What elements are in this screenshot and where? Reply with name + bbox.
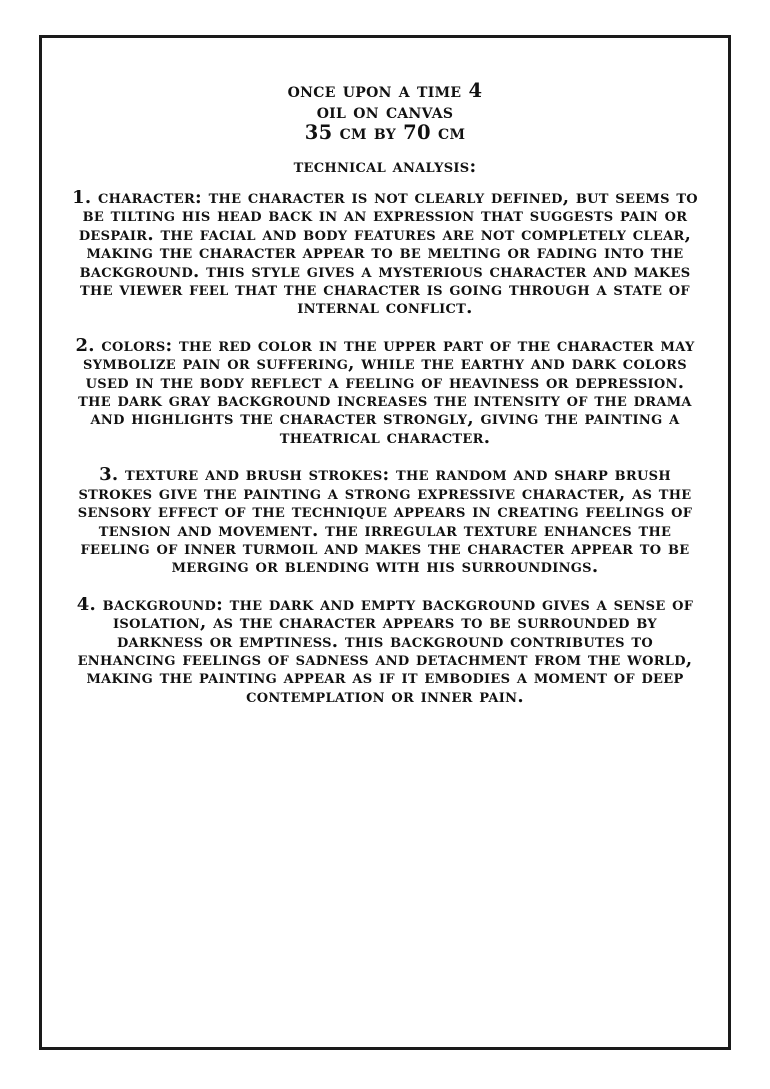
analysis-heading: technical analysis: bbox=[293, 156, 477, 177]
paragraph-texture: 3. texture and brush strokes: the random and sharp brush strokes give the painting a strong expressive character, as the sensory effect of the technique appears in creating feelings of tension and movement. the irregular texture enhances the feeling of inner turmoil and makes the character appear to be merging or blending with his surroundings. bbox=[77, 464, 693, 578]
paragraph-colors: 2. colors: the red color in the upper part of the character may symbolize pain or suffering, while the earthy and dark colors used in the body reflect a feeling of heaviness or depression. the dark gray background increases the intensity of the drama and highlights the character strongly, giving the painting a theatrical character. bbox=[75, 334, 695, 448]
artwork-title-block bbox=[72, 80, 698, 143]
artwork-title: once upon a time 4 bbox=[287, 79, 483, 102]
paragraph-background: 4. background: the dark and empty background gives a sense of isolation, as the character appears to be surrounded by darkness or emptiness. this background contributes to enhancing feelings of sadness and detachment from the world, making the painting appear as if it embodies a moment of deep contemplation or inner pain. bbox=[76, 593, 694, 707]
artwork-dimensions: 35 cm by 70 cm bbox=[304, 121, 466, 144]
artwork-medium: oil on canvas bbox=[316, 100, 454, 123]
document-content bbox=[72, 80, 698, 725]
paragraph-character: 1. character: the character is not clearly defined, but seems to be tilting his head back in an expression that suggests pain or despair. the facial and body features are not completely clear, making the character appear to be melting or fading into the background. this style gives a mysterious character and makes the viewer feel that the character is going through a state of internal conflict. bbox=[72, 187, 698, 319]
